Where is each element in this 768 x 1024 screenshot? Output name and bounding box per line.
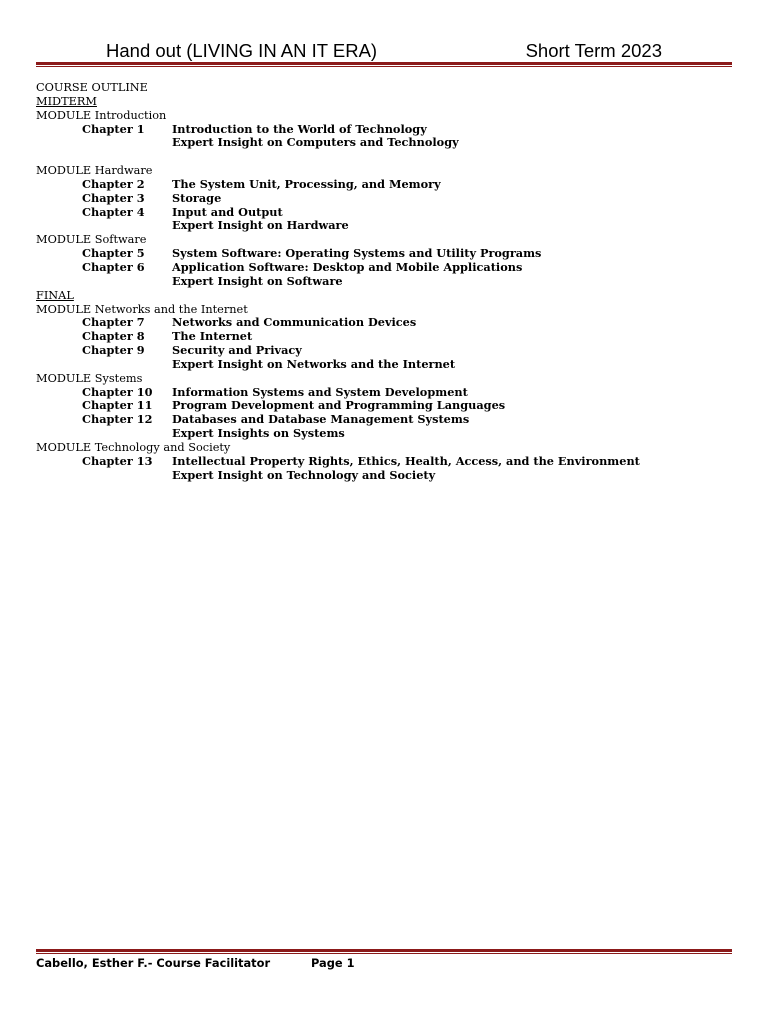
term-section-heading bbox=[36, 289, 732, 303]
chapter-number: Chapter 8 bbox=[82, 329, 145, 344]
course-outline bbox=[36, 81, 732, 482]
module-heading bbox=[36, 109, 732, 123]
course-outline-heading: COURSE OUTLINE bbox=[36, 81, 148, 94]
chapter-row bbox=[36, 247, 732, 261]
chapter-number: Chapter 5 bbox=[82, 246, 145, 261]
chapter-row bbox=[36, 178, 732, 192]
chapter-number: Chapter 12 bbox=[82, 412, 153, 427]
module-heading bbox=[36, 233, 732, 247]
term-label: Short Term 2023 bbox=[525, 40, 662, 61]
chapter-title: Expert Insight on Computers and Technology bbox=[172, 135, 459, 150]
chapter-row bbox=[36, 261, 732, 275]
blank-line bbox=[36, 150, 732, 164]
chapter-row bbox=[36, 455, 732, 469]
chapter-title: Application Software: Desktop and Mobile Applications bbox=[172, 259, 523, 274]
chapter-title: Storage bbox=[172, 190, 222, 205]
chapter-number: Chapter 3 bbox=[82, 190, 145, 205]
chapter-title: Databases and Database Management Systems bbox=[172, 412, 470, 427]
module-label: MODULE Software bbox=[36, 233, 147, 247]
chapter-title: Networks and Communication Devices bbox=[172, 315, 417, 330]
chapter-row bbox=[36, 275, 732, 289]
page-header bbox=[36, 38, 732, 62]
chapter-number: Chapter 9 bbox=[82, 343, 145, 358]
module-label: MODULE Systems bbox=[36, 371, 143, 385]
term-section-heading bbox=[36, 95, 732, 109]
module-heading bbox=[36, 303, 732, 317]
chapter-row bbox=[36, 344, 732, 358]
chapter-title: Input and Output bbox=[172, 204, 283, 219]
chapter-title: The Internet bbox=[172, 329, 253, 344]
chapter-number: Chapter 6 bbox=[82, 259, 145, 274]
chapter-row bbox=[36, 399, 732, 413]
handout-title: Hand out (LIVING IN AN IT ERA) bbox=[106, 40, 378, 61]
chapter-row bbox=[36, 386, 732, 400]
chapter-row bbox=[36, 136, 732, 150]
chapter-title: System Software: Operating Systems and Utility Programs bbox=[172, 246, 542, 261]
chapter-title: Expert Insights on Systems bbox=[172, 426, 345, 441]
chapter-row bbox=[36, 469, 732, 483]
chapter-row bbox=[36, 427, 732, 441]
chapter-number: Chapter 10 bbox=[82, 384, 153, 399]
chapter-title: Expert Insight on Hardware bbox=[172, 218, 349, 233]
module-label: MODULE Networks and the Internet bbox=[36, 302, 248, 316]
chapter-number: Chapter 2 bbox=[82, 176, 145, 191]
chapter-title: Introduction to the World of Technology bbox=[172, 121, 427, 136]
chapter-title: Expert Insight on Software bbox=[172, 273, 343, 288]
chapter-row bbox=[36, 123, 732, 137]
section-label: FINAL bbox=[36, 288, 74, 302]
header-rule bbox=[36, 62, 732, 67]
page-number: Page 1 bbox=[311, 956, 355, 970]
chapter-title: Expert Insight on Technology and Society bbox=[172, 467, 436, 482]
chapter-row bbox=[36, 316, 732, 330]
module-label: MODULE Hardware bbox=[36, 164, 153, 178]
footer-rule-thin bbox=[36, 953, 732, 954]
chapter-number: Chapter 1 bbox=[82, 121, 145, 136]
module-heading bbox=[36, 441, 732, 455]
chapter-title: Security and Privacy bbox=[172, 343, 302, 358]
chapter-title: Information Systems and System Development bbox=[172, 384, 468, 399]
header-rule-thin bbox=[36, 66, 732, 67]
chapter-number: Chapter 11 bbox=[82, 398, 153, 413]
chapter-title: Expert Insight on Networks and the Internet bbox=[172, 356, 456, 371]
chapter-row bbox=[36, 219, 732, 233]
facilitator-name: Cabello, Esther F.- Course Facilitator bbox=[36, 956, 271, 970]
chapter-title: Program Development and Programming Languages bbox=[172, 398, 506, 413]
module-heading bbox=[36, 164, 732, 178]
chapter-row bbox=[36, 330, 732, 344]
course-outline-heading-row bbox=[36, 81, 732, 95]
chapter-row bbox=[36, 413, 732, 427]
chapter-row bbox=[36, 192, 732, 206]
chapter-title: The System Unit, Processing, and Memory bbox=[172, 176, 441, 191]
chapter-row bbox=[36, 206, 732, 220]
section-label: MIDTERM bbox=[36, 94, 97, 108]
module-heading bbox=[36, 372, 732, 386]
module-label: MODULE Introduction bbox=[36, 108, 167, 122]
chapter-number: Chapter 7 bbox=[82, 315, 145, 330]
chapter-number: Chapter 13 bbox=[82, 453, 153, 468]
footer-rule bbox=[36, 949, 732, 954]
module-label: MODULE Technology and Society bbox=[36, 440, 231, 454]
outline-rows bbox=[36, 95, 732, 483]
chapter-row bbox=[36, 358, 732, 372]
chapter-number: Chapter 4 bbox=[82, 204, 145, 219]
chapter-title: Intellectual Property Rights, Ethics, Health, Access, and the Environment bbox=[172, 453, 640, 468]
page-footer bbox=[36, 956, 732, 972]
